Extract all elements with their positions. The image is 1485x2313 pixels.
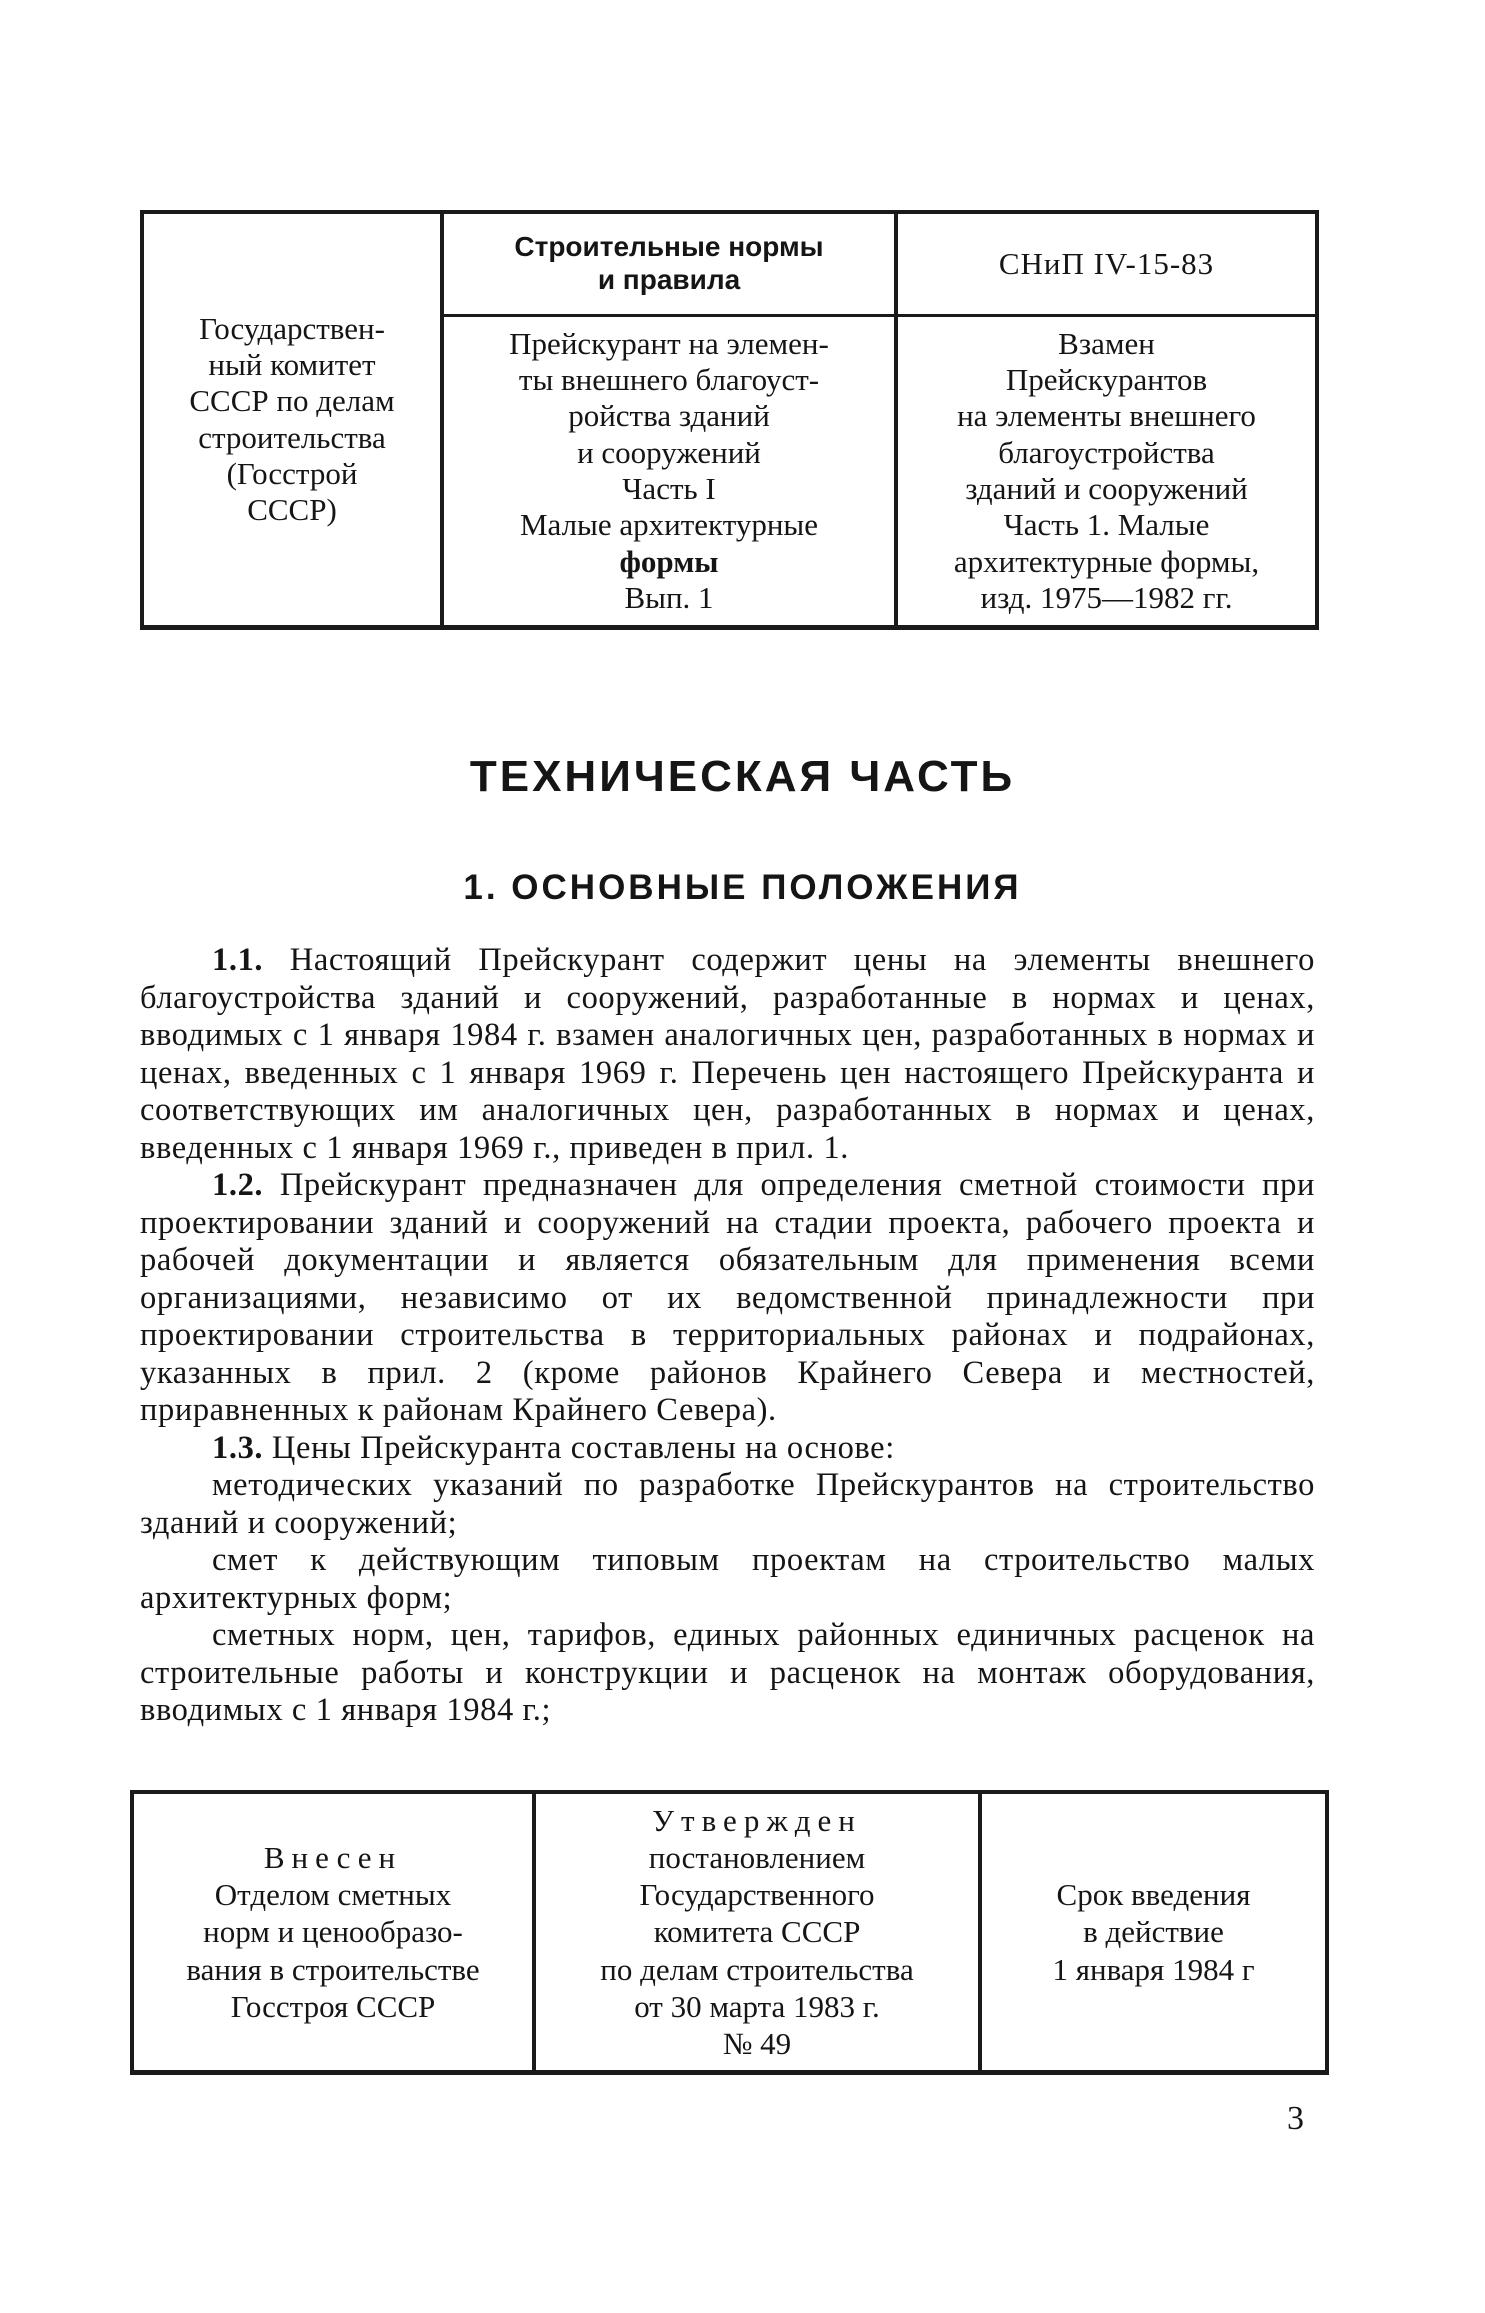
paragraph-text: Настоящий Прейскурант содержит цены на элементы внешнего благоустройства зданий и сооружений, разработанные в нормах и ценах, вводимых с 1 января 1984 г. взамен аналогичных цен, разработанных в нормах и ценах, введенных с 1 января 1969 г. Перечень цен настоящего Прейскуранта и соответствующих им аналогичных цен, разработанных в нормах и ценах, введенных с 1 января 1969 г., приведен в прил. 1. — [140, 942, 1315, 1166]
submitted-cell — [132, 1792, 534, 2073]
effective-cell — [980, 1792, 1327, 2073]
approval-table — [130, 1790, 1329, 2075]
approved-line: постановлением — [648, 1840, 866, 1876]
title-line: формы — [619, 543, 719, 579]
org-line: (Госстрой — [226, 455, 358, 491]
paragraph — [140, 1617, 1315, 1730]
title-line: Малые архитектурные — [519, 507, 819, 543]
paragraph-number: 1.2. — [212, 1167, 264, 1203]
title-line: Часть I — [622, 471, 716, 506]
paragraph-text: смет к действующим типовым проектам на строительство малых архитектурных форм; — [140, 1542, 1315, 1616]
doc-code: СНиП IV-15-83 — [896, 212, 1317, 316]
title-line: ты внешнего благоуст- — [518, 362, 820, 398]
submitted-line: Госстроя СССР — [230, 1988, 436, 2024]
replaces-line: Часть 1. Малые — [1003, 507, 1210, 543]
section-title: 1. ОСНОВНЫЕ ПОЛОЖЕНИЯ — [463, 868, 1022, 907]
doc-type-line: и правила — [597, 264, 741, 295]
approved-line: № 49 — [722, 2025, 792, 2061]
submitted-line: норм и ценообразо- — [203, 1914, 463, 1950]
paragraph-text: Прейскурант предназначен для определения сметной стоимости при проектировании зданий и сооружений на стадии проекта, рабочего проекта и рабочей документации и является обязательным для применения всеми организациями, независимо от их ведомственной принадлежности при проектировании строительства в территориальных районах и подрайонах, указанных в прил. 2 (кроме районов Крайнего Севера и местностей, приравненных к районам Крайнего Севера). — [140, 1167, 1315, 1428]
approved-line: от 30 марта 1983 г. — [634, 1988, 880, 2024]
paragraph-text: Цены Прейскуранта составлены на основе: — [271, 1429, 895, 1466]
approved-label: Утвержден — [652, 1802, 862, 1838]
page-number: 3 — [1287, 2100, 1304, 2137]
approved-line: Государственного — [639, 1877, 875, 1913]
paragraph-text: сметных норм, цен, тарифов, единых районных единичных расценок на строительные работы и конструкции и расценок на монтаж оборудования, вводимых с 1 января 1984 г.; — [140, 1617, 1315, 1728]
effective-label-line: Срок введения — [1056, 1877, 1251, 1913]
replaces-line: изд. 1975—1982 гг. — [980, 579, 1233, 615]
org-line: СССР) — [247, 492, 337, 528]
approved-line: комитета СССР — [653, 1914, 861, 1950]
organization-cell — [142, 212, 442, 628]
replaces-line: архитектурные формы, — [953, 543, 1260, 579]
effective-date: 1 января 1984 г — [1052, 1951, 1255, 1987]
approved-line: по делам строительства — [600, 1951, 914, 1987]
title-line: Прейскурант на элемен- — [509, 325, 829, 361]
replaces-line: зданий и сооружений — [965, 471, 1248, 506]
title-line: и сооружений — [577, 434, 761, 470]
replaces-cell — [896, 316, 1317, 628]
title-cell — [442, 316, 896, 628]
paragraph — [140, 942, 1315, 1167]
title-line: Вып. 1 — [624, 579, 714, 615]
effective-label-line: в действие — [1083, 1914, 1224, 1950]
header-table — [140, 210, 1319, 630]
submitted-line: вания в строительстве — [186, 1951, 480, 1987]
paragraph — [140, 1467, 1315, 1542]
org-line: Государствен- — [199, 310, 385, 346]
replaces-line: Прейскурантов — [1005, 362, 1208, 398]
paragraph-number: 1.1. — [212, 942, 264, 978]
body-text — [140, 942, 1315, 1730]
paragraph — [140, 1167, 1315, 1430]
main-title: ТЕХНИЧЕСКАЯ ЧАСТЬ — [469, 752, 1016, 801]
doc-type-cell — [442, 212, 896, 316]
submitted-line: Отделом сметных — [214, 1877, 452, 1913]
replaces-line: Взамен — [1058, 325, 1155, 361]
paragraph — [140, 1542, 1315, 1617]
org-line: строительства — [198, 419, 386, 455]
doc-type-line: Строительные нормы — [514, 231, 824, 263]
paragraph-text: методических указаний по разработке Прейскурантов на строительство зданий и сооружений; — [140, 1467, 1315, 1541]
approved-cell — [534, 1792, 980, 2073]
org-line: ный комитет — [208, 346, 376, 382]
title-line: ройства зданий — [568, 398, 770, 434]
replaces-line: на элементы внешнего — [957, 398, 1256, 434]
replaces-line: благоустройства — [998, 434, 1215, 470]
submitted-label: Внесен — [263, 1840, 403, 1876]
paragraph-number: 1.3. — [212, 1429, 264, 1466]
paragraph — [140, 1430, 1315, 1468]
org-line: СССР по делам — [189, 383, 395, 419]
